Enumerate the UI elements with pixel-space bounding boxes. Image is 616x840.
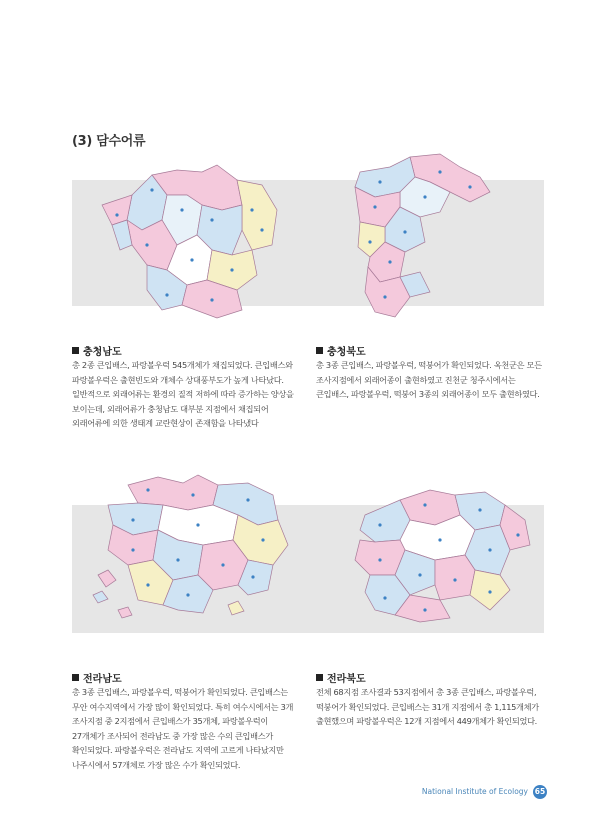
region-body-chungnam: 총 2종 큰입배스, 파랑볼우럭 545개체가 채집되었다. 큰입배스와 파랑볼우럭은 출현빈도와 개체수 상대풍부도가 높게 나타났다. 일반적으로 외래어류는 환경의 질적 저하에 따라 증가하는 양상을 보이는데, 외래어류가 충청남도 대부분 지점에서 채집되어 외래어류에 의한 생태계 교란현상이 존재함을 나타냈다 <box>72 360 294 429</box>
square-bullet-icon <box>72 674 79 681</box>
chungbuk-map <box>340 152 500 332</box>
chungnam-map <box>92 150 292 325</box>
jeonnam-map <box>88 465 298 630</box>
region-body-jeonbuk: 전체 68지점 조사결과 53지점에서 총 3종 큰입배스, 파랑볼우럭, 떡붕어가 확인되었다. 큰입배스는 31개 지점에서 총 1,115개체가 출현했으며 파랑볼우럭은 12개 지점에서 449개체가 확인되었다. <box>316 687 539 727</box>
square-bullet-icon <box>316 347 323 354</box>
region-heading-jeonnam <box>72 670 122 685</box>
region-heading-label: 전라북도 <box>327 674 366 685</box>
region-heading-label: 충청북도 <box>327 347 366 358</box>
square-bullet-icon <box>316 674 323 681</box>
region-body-jeonnam: 총 3종 큰입배스, 파랑볼우럭, 떡붕어가 확인되었다. 큰입배스는 무안 여수지역에서 가장 많이 확인되었다. 특히 여수시에서는 3개 조사지점 중 2지점에서 큰입배스가 35개체, 파랑볼우럭이 27개체가 조사되어 전라남도 중 가장 많은 수의 큰입배스가 확인되었다. 파랑볼우럭은 전라남도 지역에 고르게 나타났지만 나주시에서 57개체로 가장 많은 수가 확인되었다. <box>72 687 294 770</box>
region-heading-label: 전라남도 <box>83 674 122 685</box>
square-bullet-icon <box>72 347 79 354</box>
region-heading-chungbuk <box>316 343 366 358</box>
section-title: (3) 담수어류 <box>72 134 146 149</box>
region-heading-chungnam <box>72 343 122 358</box>
region-heading-label: 충청남도 <box>83 347 122 358</box>
region-heading-jeonbuk <box>316 670 366 685</box>
page-number: 65 <box>533 785 547 799</box>
footer-institute: National Institute of Ecology <box>421 787 528 796</box>
jeonbuk-map <box>340 480 540 630</box>
region-body-chungbuk: 총 3종 큰입배스, 파랑볼우럭, 떡붕어가 확인되었다. 옥천군은 모든 조사지점에서 외래어종이 출현하였고 진천군 청주시에서는 큰입배스, 파랑볼우럭, 떡붕어 3종의 외래어종이 모두 출현하였다. <box>316 360 542 400</box>
